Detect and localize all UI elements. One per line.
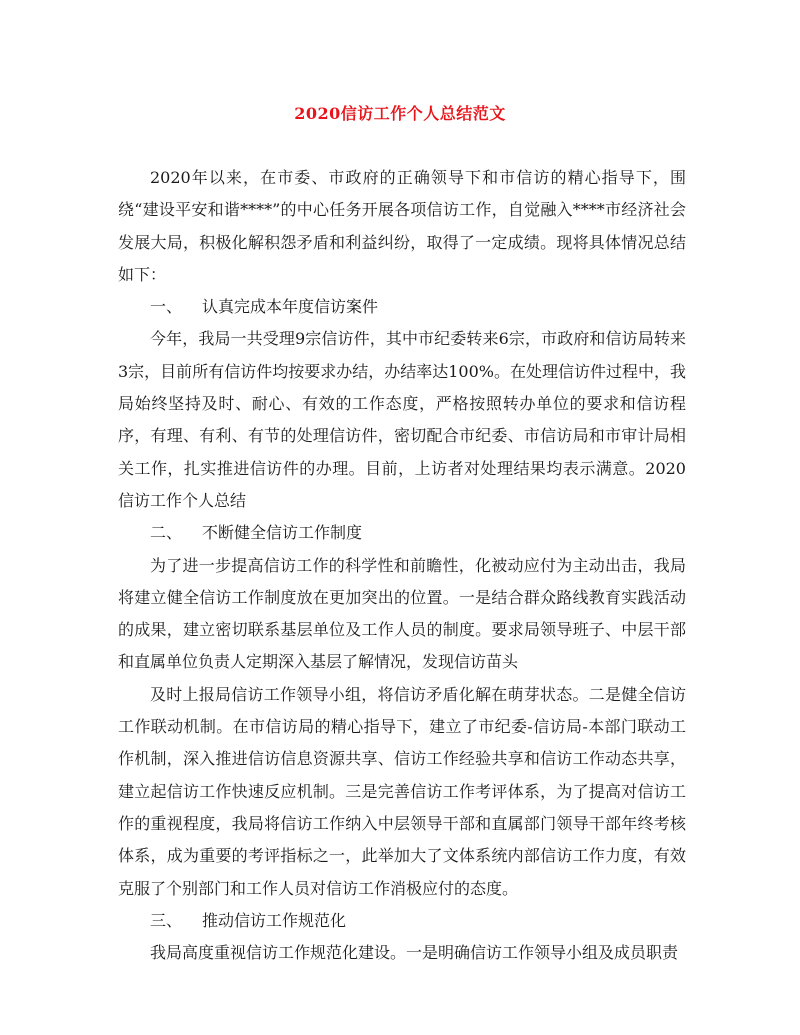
section-heading	[118, 291, 686, 323]
body-paragraph: 2020年以来，在市委、市政府的正确领导下和市信访的精心指导下，围绕“建设平安和谐****”的中心任务开展各项信访工作，自觉融入****市经济社会发展大局，积极化解积怨矛盾和利益纠纷，取得了一定成绩。现将具体情况总结如下：	[118, 168, 686, 284]
section-heading	[118, 905, 686, 937]
document-body	[118, 162, 686, 969]
body-paragraph: 为了进一步提高信访工作的科学性和前瞻性，化被动应付为主动出击，我局将建立健全信访工作制度放在更加突出的位置。一是结合群众路线教育实践活动的成果，建立密切联系基层单位及工作人员的制度。要求局领导班子、中层干部和直属单位负责人定期深入基层了解情况，发现信访苗头	[118, 555, 686, 672]
body-paragraph: 今年，我局一共受理9宗信访件，其中市纪委转来6宗，市政府和信访局转来3宗，目前所有信访件均按要求办结，办结率达100%。在处理信访件过程中，我局始终坚持及时、耐心、有效的工作态度，严格按照转办单位的要求和信访程序，有理、有利、有节的处理信访件，密切配合市纪委、市信访局和市审计局相关工作，扎实推进信访件的办理。目前，上访者对处理结果均表示满意。2020信访工作个人总结	[118, 329, 686, 510]
body-paragraph: 我局高度重视信访工作规范化建设。一是明确信访工作领导小组及成员职责	[150, 943, 679, 963]
document-title: 2020信访工作个人总结范文	[294, 104, 506, 123]
section-heading	[118, 517, 686, 549]
body-paragraph: 及时上报局信访工作领导小组，将信访矛盾化解在萌芽状态。二是健全信访工作联动机制。在市信访局的精心指导下，建立了市纪委-信访局-本部门联动工作机制，深入推进信访信息资源共享、信访工作经验共享和信访工作动态共享，建立起信访工作快速反应机制。三是完善信访工作考评体系，为了提高对信访工作的重视程度，我局将信访工作纳入中层领导干部和直属部门领导干部年终考核体系，成为重要的考评指标之一，此举加大了文体系统内部信访工作力度，有效克服了个别部门和工作人员对信访工作消极应付的态度。	[118, 684, 686, 898]
section-number: 二、	[150, 523, 183, 543]
section-heading-text: 不断健全信访工作制度	[202, 523, 363, 543]
section-number: 一、	[150, 297, 183, 317]
section-heading-text: 推动信访工作规范化	[202, 910, 347, 930]
section-heading-text: 认真完成本年度信访案件	[202, 297, 379, 317]
section-number: 三、	[150, 910, 183, 930]
